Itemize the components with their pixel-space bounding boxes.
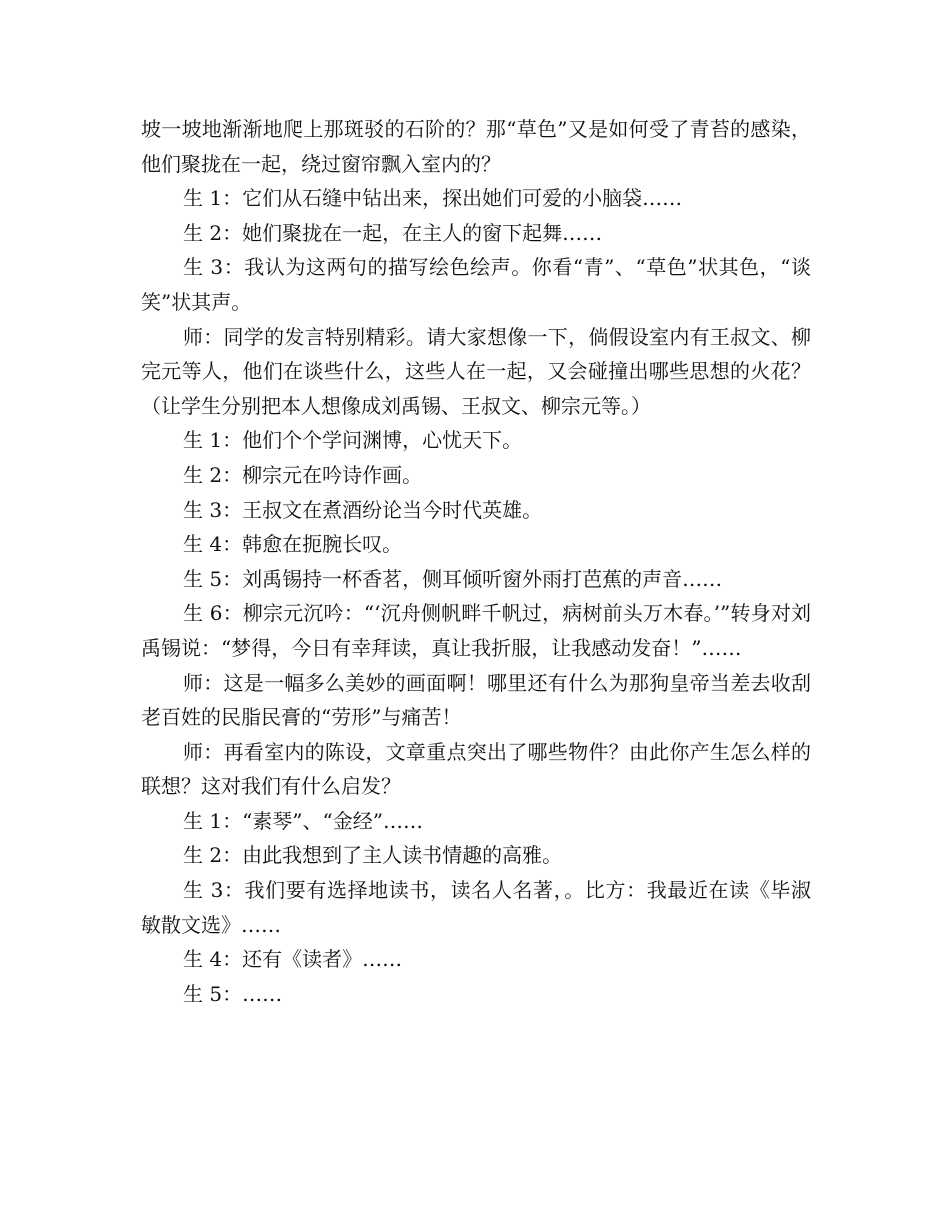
paragraph-student-2: 生 2：她们聚拢在一起，在主人的窗下起舞…… (183, 220, 603, 245)
paragraph-student-5: 生 5：刘禹锡持一杯香茗，侧耳倾听窗外雨打芭蕉的声音…… (183, 566, 723, 591)
paragraph-student-1: 生 1：“素琴”、“金经”…… (183, 808, 423, 833)
document-page (141, 112, 811, 1011)
paragraph-student-3: 生 3：王叔文在煮酒纷论当今时代英雄。 (183, 497, 543, 522)
paragraph-student-3: 生 3：我们要有选择地读书，读名人名著，。比方：我最近在读《毕淑敏散文选》…… (141, 878, 811, 937)
paragraph-continuation: 坡一坡地渐渐地爬上那斑驳的石阶的？那“草色”又是如何受了青苔的感染，他们聚拢在一起，绕过窗帘飘入室内的？ (141, 117, 811, 176)
paragraph-student-5: 生 5：…… (183, 981, 283, 1006)
paragraph-teacher-comment: 师：这是一幅多么美妙的画面啊！哪里还有什么为那狗皇帝当差去收刮老百姓的民脂民膏的“劳形”与痛苦！ (141, 670, 811, 730)
paragraph-teacher-prompt: 师：同学的发言特别精彩。请大家想像一下，倘假设室内有王叔文、柳完元等人，他们在谈些什么，这些人在一起，又会碰撞出哪些思想的火花？（让学生分别把本人想像成刘禹锡、王叔文、柳宗元等。） (141, 324, 811, 418)
paragraph-student-3: 生 3：我认为这两句的描写绘色绘声。你看“青”、“草色”状其色，“谈笑”状其声。 (141, 255, 811, 314)
paragraph-student-2: 生 2：柳宗元在吟诗作画。 (183, 462, 423, 487)
paragraph-student-4: 生 4：还有《读者》…… (183, 947, 403, 972)
paragraph-student-1: 生 1：他们个个学问渊博，心忧天下。 (183, 428, 523, 453)
paragraph-student-1: 生 1：它们从石缝中钻出来，探出她们可爱的小脑袋…… (183, 186, 683, 211)
paragraph-student-6: 生 6：柳宗元沉吟：“‘沉舟侧帆畔千帆过，病树前头万木春。’”转身对刘禹锡说：“梦得，今日有幸拜读，真让我折服，让我感动发奋！”…… (141, 601, 811, 660)
paragraph-teacher-question: 师：再看室内的陈设，文章重点突出了哪些物件？由此你产生怎么样的联想？这对我们有什么启发？ (141, 739, 811, 799)
paragraph-student-2: 生 2：由此我想到了主人读书情趣的高雅。 (183, 843, 563, 868)
paragraph-student-4: 生 4：韩愈在扼腕长叹。 (183, 532, 403, 557)
